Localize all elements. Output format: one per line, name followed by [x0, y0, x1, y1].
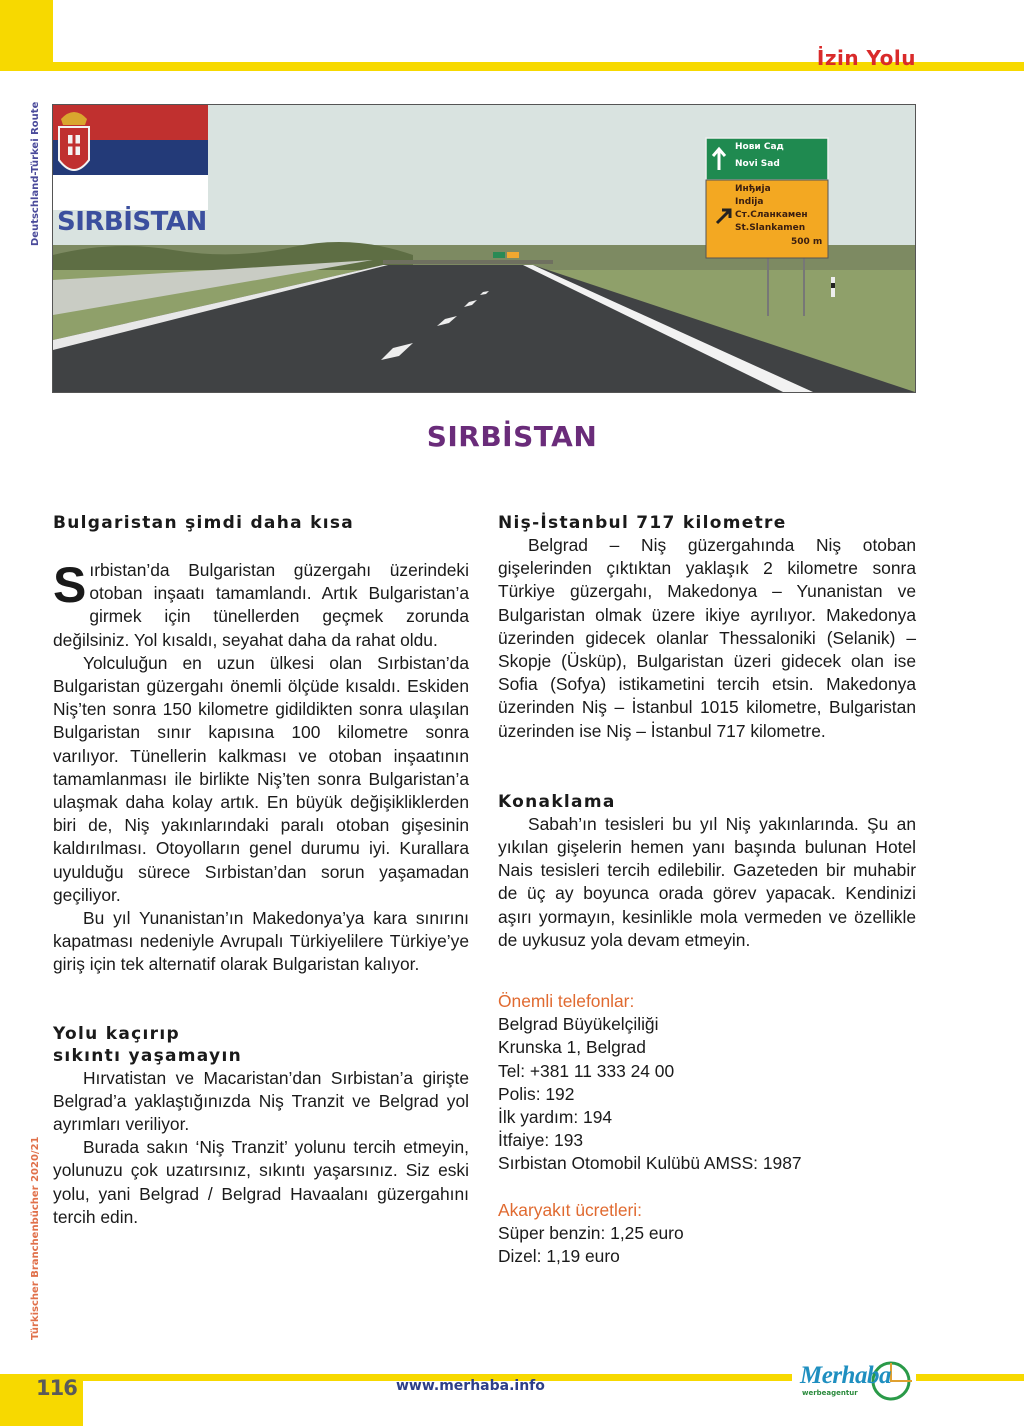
coat-of-arms-icon [53, 105, 95, 185]
body-paragraph: Belgrad – Niş güzergahında Niş otoban gişelerinden çıktıktan yaklaşık 2 kilometre sonra Türkiye güzergahı, Makedonya – Yunanistan ve Bulgaristan olmak üzere ikiye ayrılıyor. Makedonya üzerinden gidecek olanlar Thessaloniki (Selanik) – Skopje (Üsküp), Bulgaristan üzeri gidecek olan ise Sofia (Sofya) istikametini tercih etsin. Makedonya üzerinden Niş – İstanbul 1015 kilometre, Bulgaristan üzerinden ise Niş – İstanbul 717 kilometre. [498, 535, 916, 741]
section-heading: Konaklama [498, 791, 616, 812]
left-column [53, 512, 469, 1229]
body-paragraph: Yolculuğun en uzun ülkesi olan Sırbistan’da Bulgaristan güzergahı önemli ölçüde kısaldı. Eskiden Niş’ten sonra 150 kilometre gidildikten sonra ulaşılan Bulgaristan sınır kapısına 100 kilometre sonra varılıyor. Tünellerin kalkması ve otoban inşaatının tamamlanması ile birlikte Niş’ten sonra Bulgaristan’a ulaşmak daha kolay artık. En büyük değişikliklerden biri de, Niş yakınlarındaki paralı otoban gişesinin kaldırılması. Otoyolların genel durumu iyi. Kurallara uyulduğu sürece Sırbistan’dan sorun yaşamadan geçiliyor. [53, 652, 469, 905]
distant-sign-orange [507, 252, 519, 258]
logo-text: Merhaba [800, 1362, 891, 1389]
marker-stripe [831, 283, 835, 288]
sign-green-line: Нови Сад [735, 142, 784, 152]
sign-orange-line: Инђија [735, 184, 771, 194]
phone-line: İlk yardım: 194 [498, 1107, 613, 1128]
side-route-label: Deutschland-Türkei Route [30, 101, 41, 246]
top-left-accent-block [0, 0, 53, 70]
photo-country-label: SIRBİSTAN [57, 207, 207, 237]
sign-orange-line: Ст.Сланкамен [735, 210, 808, 220]
sign-post [767, 256, 769, 316]
sign-green-line: Novi Sad [735, 159, 780, 169]
main-title: SIRBİSTAN [426, 420, 598, 453]
paragraph-text: ırbistan’da Bulgaristan güzergahı üzerindeki otoban inşaatı tamamlandı. Artık Bulgaristan’a girmek için tünellerden geçmek zorunda değilsiniz. Yol kısaldı, seyahat daha da rahat oldu. [53, 560, 469, 650]
page-number: 116 [36, 1376, 77, 1400]
section-title: İzin Yolu [816, 46, 916, 70]
section-heading: sıkıntı yaşamayın [53, 1045, 242, 1066]
fuel-heading: Akaryakıt ücretleri: [498, 1199, 642, 1220]
section-heading: Niş-İstanbul 717 kilometre [498, 513, 787, 533]
sign-orange-line: 500 m [791, 237, 823, 247]
right-column [498, 512, 916, 1268]
sign-post [803, 256, 805, 316]
phone-line: Belgrad Büyükelçiliği [498, 1014, 659, 1035]
distant-sign-green [493, 252, 505, 258]
website-link[interactable]: www.merhaba.info [396, 1378, 545, 1394]
body-paragraph: Sabah’ın tesisleri bu yıl Niş yakınlarında. Şu an yıkılan gişelerin hemen yanı başında bulunan Hotel Nais tesisleri tercih edilebilir. Gazeteden bir muhabir de üç ay boyunca orada görev yapacak. Kendinizi aşırı yormayın, kesinlikle mola vermeden ve özellikle de uykusuz yola devam etmeyin. [498, 813, 916, 950]
phone-line: Polis: 192 [498, 1083, 575, 1104]
side-book-label: Türkischer Branchenbücher 2020/21 [30, 1136, 41, 1340]
phone-line: Krunska 1, Belgrad [498, 1037, 646, 1058]
fuel-line: Dizel: 1,19 euro [498, 1246, 620, 1267]
sign-orange-line: St.Slankamen [735, 223, 806, 233]
logo-subtext: werbeagentur [802, 1389, 858, 1397]
phone-line: İtfaiye: 193 [498, 1130, 584, 1151]
body-paragraph: Burada sakın ‘Niş Tranzit’ yolunu tercih etmeyin, yolunuzu çok uzatırsınız, sıkıntı yaşarsınız. Siz eski yolu, yani Belgrad / Belgrad Havaalanı güzergahını tercih edin. [53, 1137, 469, 1227]
fuel-line: Süper benzin: 1,25 euro [498, 1222, 684, 1243]
body-paragraph: Hırvatistan ve Macaristan’dan Sırbistan’a girişte Belgrad’a yaklaştığınızda Niş Tranzit ve Belgrad yol ayrımları veriliyor. [53, 1067, 469, 1135]
section-heading: Yolu kaçırıp [53, 1023, 180, 1044]
body-paragraph: Bu yıl Yunanistan’ın Makedonya’ya kara sınırını kapatması nedeniyle Avrupalı Türkiyelilere Türkiye’ye giriş için tek alternatif olarak Bulgaristan kalıyor. [53, 908, 469, 975]
sign-orange-line: Indija [735, 197, 764, 207]
phones-heading: Önemli telefonlar: [498, 991, 635, 1012]
highway-photo [52, 104, 916, 393]
serbian-flag [53, 105, 208, 210]
phone-line: Sırbistan Otomobil Kulübü AMSS: 1987 [498, 1153, 802, 1174]
overpass [383, 260, 553, 264]
section-heading: Bulgaristan şimdi daha kısa [53, 513, 355, 533]
drop-cap: S [53, 557, 87, 613]
body-paragraph [53, 559, 469, 652]
phone-line: Tel: +381 11 333 24 00 [498, 1060, 675, 1081]
